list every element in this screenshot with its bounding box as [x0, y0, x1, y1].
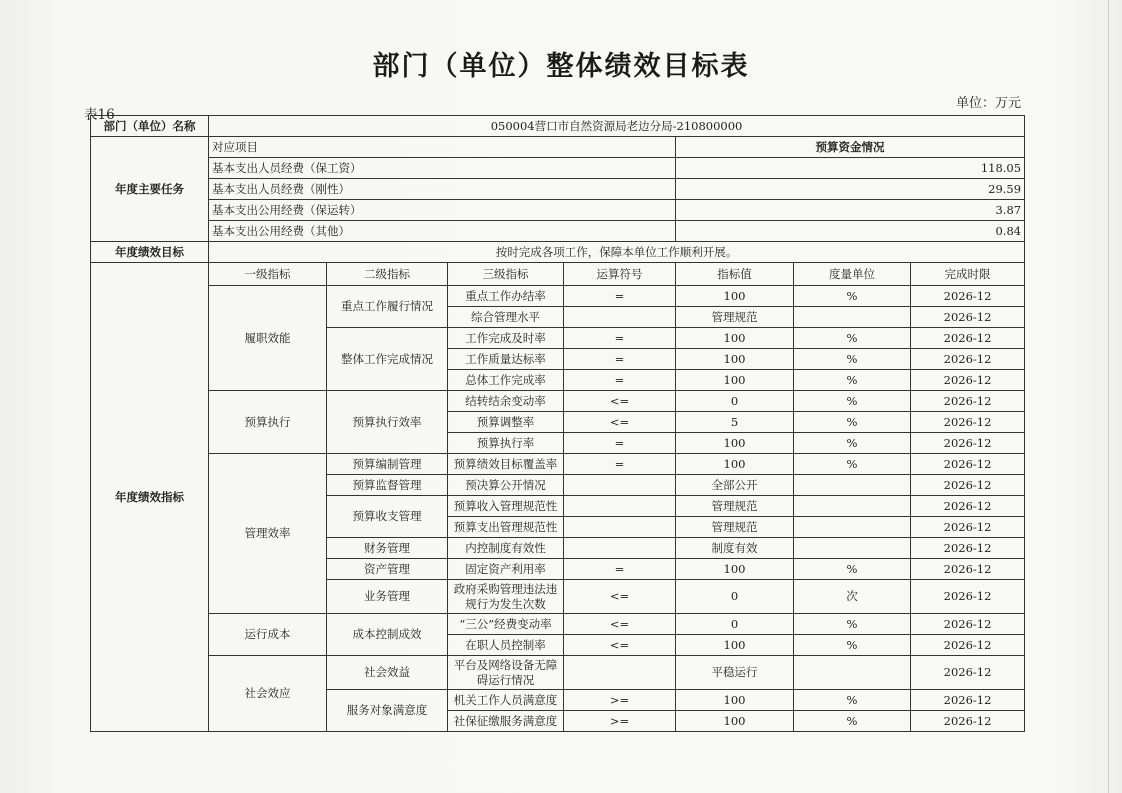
level3-cell: 综合管理水平 — [448, 307, 564, 328]
operator-cell: = — [564, 559, 676, 580]
task-item: 基本支出公用经费（其他） — [209, 221, 676, 242]
level3-cell: 社保征缴服务满意度 — [448, 711, 564, 732]
unit-cell: % — [794, 559, 911, 580]
level2-cell: 社会效益 — [327, 656, 448, 690]
value-cell: 100 — [676, 349, 794, 370]
deadline-cell: 2026-12 — [911, 635, 1025, 656]
level3-cell: 预算支出管理规范性 — [448, 517, 564, 538]
deadline-cell: 2026-12 — [911, 433, 1025, 454]
operator-cell — [564, 475, 676, 496]
operator-cell: >= — [564, 690, 676, 711]
value-cell: 平稳运行 — [676, 656, 794, 690]
level3-cell: 预决算公开情况 — [448, 475, 564, 496]
value-cell: 100 — [676, 711, 794, 732]
dept-row — [91, 116, 1025, 137]
deadline-cell: 2026-12 — [911, 391, 1025, 412]
deadline-cell: 2026-12 — [911, 370, 1025, 391]
value-cell: 5 — [676, 412, 794, 433]
unit-label: 单位：万元 — [955, 96, 1021, 111]
indicator-row — [91, 286, 1025, 307]
level3-cell: 政府采购管理违法违规行为发生次数 — [448, 580, 564, 614]
unit-cell: % — [794, 635, 911, 656]
operator-cell — [564, 656, 676, 690]
task-amount: 118.05 — [676, 158, 1025, 179]
level1-cell: 预算执行 — [209, 391, 327, 454]
value-cell: 0 — [676, 391, 794, 412]
deadline-cell: 2026-12 — [911, 496, 1025, 517]
level3-cell: 内控制度有效性 — [448, 538, 564, 559]
level2-cell: 服务对象满意度 — [327, 690, 448, 732]
deadline-cell: 2026-12 — [911, 517, 1025, 538]
value-cell: 100 — [676, 690, 794, 711]
value-cell: 0 — [676, 614, 794, 635]
level3-cell: 固定资产利用率 — [448, 559, 564, 580]
unit-cell: % — [794, 328, 911, 349]
header-operator: 运算符号 — [564, 263, 676, 286]
value-cell: 管理规范 — [676, 517, 794, 538]
level3-cell: “三公”经费变动率 — [448, 614, 564, 635]
task-item: 基本支出公用经费（保运转） — [209, 200, 676, 221]
unit-cell — [794, 538, 911, 559]
value-cell: 100 — [676, 286, 794, 307]
value-cell: 100 — [676, 433, 794, 454]
header-l2: 二级指标 — [327, 263, 448, 286]
goal-label: 年度绩效目标 — [91, 242, 209, 263]
deadline-cell: 2026-12 — [911, 349, 1025, 370]
level2-cell: 资产管理 — [327, 559, 448, 580]
header-l1: 一级指标 — [209, 263, 327, 286]
level3-cell: 工作完成及时率 — [448, 328, 564, 349]
table-number: 表16 — [84, 107, 115, 123]
level2-cell: 预算收支管理 — [327, 496, 448, 538]
deadline-cell: 2026-12 — [911, 538, 1025, 559]
operator-cell: >= — [564, 711, 676, 732]
task-item: 基本支出人员经费（刚性） — [209, 179, 676, 200]
operator-cell: = — [564, 349, 676, 370]
header-deadline: 完成时限 — [911, 263, 1025, 286]
indicator-row — [91, 391, 1025, 412]
document-title: 部门（单位）整体绩效目标表 — [372, 51, 750, 82]
operator-cell: <= — [564, 391, 676, 412]
task-amount: 0.84 — [676, 221, 1025, 242]
deadline-cell: 2026-12 — [911, 412, 1025, 433]
unit-cell: % — [794, 454, 911, 475]
value-cell: 100 — [676, 559, 794, 580]
goal-row — [91, 242, 1025, 263]
unit-cell: % — [794, 412, 911, 433]
operator-cell: = — [564, 370, 676, 391]
level3-cell: 机关工作人员满意度 — [448, 690, 564, 711]
header-unit: 度量单位 — [794, 263, 911, 286]
operator-cell: <= — [564, 635, 676, 656]
deadline-cell: 2026-12 — [911, 475, 1025, 496]
unit-cell: % — [794, 433, 911, 454]
goal-value: 按时完成各项工作，保障本单位工作顺利开展。 — [209, 242, 1025, 263]
unit-cell: % — [794, 286, 911, 307]
level3-cell: 工作质量达标率 — [448, 349, 564, 370]
task-row — [91, 200, 1025, 221]
page-edge — [1108, 0, 1109, 793]
header-l3: 三级指标 — [448, 263, 564, 286]
level3-cell: 预算执行率 — [448, 433, 564, 454]
value-cell: 100 — [676, 370, 794, 391]
unit-cell: % — [794, 614, 911, 635]
operator-cell: = — [564, 454, 676, 475]
value-cell: 100 — [676, 635, 794, 656]
operator-cell — [564, 538, 676, 559]
indicator-row — [91, 614, 1025, 635]
deadline-cell: 2026-12 — [911, 580, 1025, 614]
level3-cell: 重点工作办结率 — [448, 286, 564, 307]
deadline-cell: 2026-12 — [911, 307, 1025, 328]
operator-cell: = — [564, 328, 676, 349]
value-cell: 管理规范 — [676, 496, 794, 517]
unit-cell: % — [794, 711, 911, 732]
tasks-col-budget: 预算资金情况 — [676, 137, 1025, 158]
level2-cell: 整体工作完成情况 — [327, 328, 448, 391]
task-amount: 29.59 — [676, 179, 1025, 200]
level2-cell: 业务管理 — [327, 580, 448, 614]
value-cell: 0 — [676, 580, 794, 614]
operator-cell: <= — [564, 614, 676, 635]
unit-cell — [794, 307, 911, 328]
level3-cell: 总体工作完成率 — [448, 370, 564, 391]
level1-cell: 履职效能 — [209, 286, 327, 391]
value-cell: 100 — [676, 328, 794, 349]
deadline-cell: 2026-12 — [911, 711, 1025, 732]
level1-cell: 运行成本 — [209, 614, 327, 656]
indicator-row — [91, 454, 1025, 475]
level2-cell: 财务管理 — [327, 538, 448, 559]
deadline-cell: 2026-12 — [911, 454, 1025, 475]
indicators-label: 年度绩效指标 — [91, 263, 209, 732]
level1-cell: 管理效率 — [209, 454, 327, 614]
deadline-cell: 2026-12 — [911, 614, 1025, 635]
indicator-row — [91, 656, 1025, 690]
operator-cell: <= — [564, 580, 676, 614]
level2-cell: 重点工作履行情况 — [327, 286, 448, 328]
level1-cell: 社会效应 — [209, 656, 327, 732]
dept-label: 部门（单位）名称 — [91, 116, 209, 137]
operator-cell — [564, 307, 676, 328]
tasks-label: 年度主要任务 — [91, 137, 209, 242]
unit-cell — [794, 475, 911, 496]
operator-cell — [564, 496, 676, 517]
level2-cell: 成本控制成效 — [327, 614, 448, 656]
unit-cell — [794, 496, 911, 517]
unit-cell — [794, 517, 911, 538]
task-row — [91, 158, 1025, 179]
unit-cell: % — [794, 690, 911, 711]
level3-cell: 预算调整率 — [448, 412, 564, 433]
deadline-cell: 2026-12 — [911, 656, 1025, 690]
unit-cell — [794, 656, 911, 690]
level3-cell: 在职人员控制率 — [448, 635, 564, 656]
deadline-cell: 2026-12 — [911, 328, 1025, 349]
indicator-header-row — [91, 263, 1025, 286]
deadline-cell: 2026-12 — [911, 690, 1025, 711]
level2-cell: 预算编制管理 — [327, 454, 448, 475]
dept-value: 050004营口市自然资源局老边分局-210800000 — [209, 116, 1025, 137]
operator-cell — [564, 517, 676, 538]
level3-cell: 预算收入管理规范性 — [448, 496, 564, 517]
unit-cell: % — [794, 349, 911, 370]
level2-cell: 预算监督管理 — [327, 475, 448, 496]
header-value: 指标值 — [676, 263, 794, 286]
level3-cell: 平台及网络设备无障碍运行情况 — [448, 656, 564, 690]
operator-cell: = — [564, 433, 676, 454]
value-cell: 制度有效 — [676, 538, 794, 559]
performance-table — [90, 115, 1025, 732]
tasks-col-item: 对应项目 — [209, 137, 676, 158]
value-cell: 管理规范 — [676, 307, 794, 328]
level3-cell: 结转结余变动率 — [448, 391, 564, 412]
value-cell: 100 — [676, 454, 794, 475]
task-item: 基本支出人员经费（保工资） — [209, 158, 676, 179]
task-row — [91, 221, 1025, 242]
unit-cell: % — [794, 391, 911, 412]
value-cell: 全部公开 — [676, 475, 794, 496]
deadline-cell: 2026-12 — [911, 559, 1025, 580]
level2-cell: 预算执行效率 — [327, 391, 448, 454]
task-row — [91, 179, 1025, 200]
task-amount: 3.87 — [676, 200, 1025, 221]
unit-cell: 次 — [794, 580, 911, 614]
tasks-header-row — [91, 137, 1025, 158]
unit-cell: % — [794, 370, 911, 391]
deadline-cell: 2026-12 — [911, 286, 1025, 307]
operator-cell: = — [564, 286, 676, 307]
operator-cell: <= — [564, 412, 676, 433]
level3-cell: 预算绩效目标覆盖率 — [448, 454, 564, 475]
